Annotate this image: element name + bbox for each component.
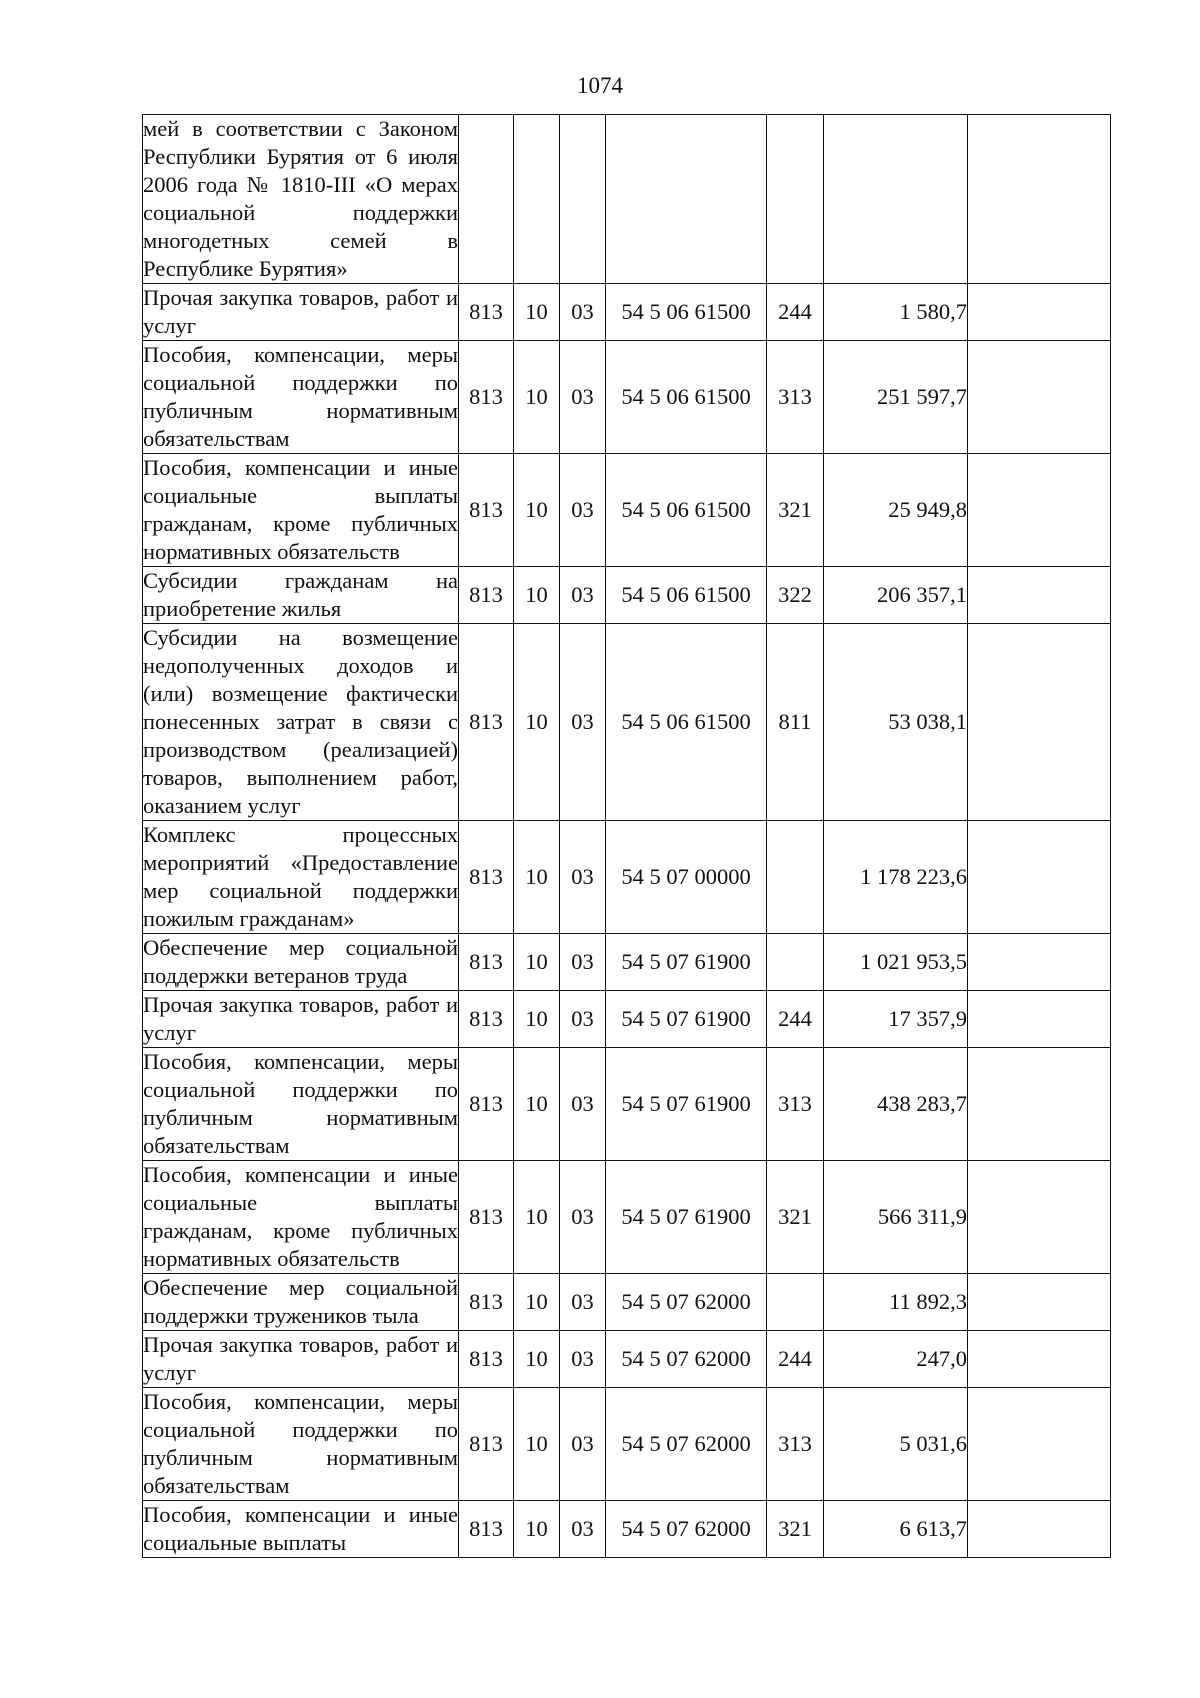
cell-extra <box>968 991 1111 1048</box>
budget-table <box>142 114 1111 1558</box>
cell-subsection-code: 03 <box>560 284 606 341</box>
cell-target-article: 54 5 07 62000 <box>606 1388 767 1501</box>
table-row <box>143 341 1111 454</box>
cell-expense-type <box>767 934 824 991</box>
cell-target-article: 54 5 07 61900 <box>606 1048 767 1161</box>
cell-amount: 206 357,1 <box>824 567 968 624</box>
cell-subsection-code: 03 <box>560 1388 606 1501</box>
cell-ministry-code: 813 <box>459 1161 514 1274</box>
cell-description: Обеспечение мер социальной поддержки тружеников тыла <box>143 1274 459 1331</box>
table-row <box>143 454 1111 567</box>
cell-section-code: 10 <box>514 454 560 567</box>
cell-description: Прочая закупка товаров, работ и услуг <box>143 991 459 1048</box>
cell-description: мей в соответствии с Законом Республики Бурятия от 6 июля 2006 года № 1810-III «О мерах социальной поддержки многодетных семей в Республике Бурятия» <box>143 115 459 284</box>
cell-description: Пособия, компенсации, меры социальной поддержки по публичным нормативным обязательствам <box>143 341 459 454</box>
table-row <box>143 991 1111 1048</box>
cell-amount: 17 357,9 <box>824 991 968 1048</box>
cell-section-code: 10 <box>514 1048 560 1161</box>
cell-target-article: 54 5 06 61500 <box>606 284 767 341</box>
cell-description: Субсидии гражданам на приобретение жилья <box>143 567 459 624</box>
cell-target-article: 54 5 07 61900 <box>606 991 767 1048</box>
cell-target-article: 54 5 07 00000 <box>606 821 767 934</box>
table-body <box>143 115 1111 1558</box>
cell-extra <box>968 567 1111 624</box>
cell-expense-type <box>767 1274 824 1331</box>
cell-amount: 25 949,8 <box>824 454 968 567</box>
cell-extra <box>968 624 1111 821</box>
cell-description: Пособия, компенсации и иные социальные выплаты гражданам, кроме публичных нормативных обязательств <box>143 454 459 567</box>
cell-description: Пособия, компенсации и иные социальные выплаты <box>143 1501 459 1558</box>
cell-extra <box>968 1501 1111 1558</box>
cell-description: Пособия, компенсации, меры социальной поддержки по публичным нормативным обязательствам <box>143 1388 459 1501</box>
cell-target-article <box>606 115 767 284</box>
cell-expense-type <box>767 115 824 284</box>
cell-expense-type: 322 <box>767 567 824 624</box>
cell-subsection-code: 03 <box>560 991 606 1048</box>
cell-amount: 53 038,1 <box>824 624 968 821</box>
cell-expense-type: 321 <box>767 1501 824 1558</box>
cell-ministry-code: 813 <box>459 624 514 821</box>
cell-subsection-code: 03 <box>560 1161 606 1274</box>
cell-subsection-code: 03 <box>560 821 606 934</box>
table-row <box>143 1274 1111 1331</box>
cell-section-code: 10 <box>514 821 560 934</box>
cell-section-code: 10 <box>514 1331 560 1388</box>
table-row <box>143 1331 1111 1388</box>
cell-target-article: 54 5 07 61900 <box>606 1161 767 1274</box>
cell-ministry-code: 813 <box>459 821 514 934</box>
cell-expense-type: 313 <box>767 1048 824 1161</box>
cell-target-article: 54 5 07 61900 <box>606 934 767 991</box>
cell-amount <box>824 115 968 284</box>
table-row <box>143 567 1111 624</box>
table-row <box>143 821 1111 934</box>
cell-expense-type <box>767 821 824 934</box>
cell-target-article: 54 5 07 62000 <box>606 1501 767 1558</box>
cell-extra <box>968 934 1111 991</box>
cell-amount: 1 178 223,6 <box>824 821 968 934</box>
cell-subsection-code: 03 <box>560 1048 606 1161</box>
cell-ministry-code: 813 <box>459 1501 514 1558</box>
cell-amount: 1 021 953,5 <box>824 934 968 991</box>
cell-expense-type: 313 <box>767 341 824 454</box>
cell-section-code: 10 <box>514 1161 560 1274</box>
cell-section-code: 10 <box>514 991 560 1048</box>
cell-section-code <box>514 115 560 284</box>
cell-ministry-code: 813 <box>459 1274 514 1331</box>
cell-target-article: 54 5 06 61500 <box>606 567 767 624</box>
cell-description: Субсидии на возмещение недополученных доходов и (или) возмещение фактически понесенных затрат в связи с производством (реализацией) товаров, выполнением работ, оказанием услуг <box>143 624 459 821</box>
cell-amount: 6 613,7 <box>824 1501 968 1558</box>
cell-description: Обеспечение мер социальной поддержки ветеранов труда <box>143 934 459 991</box>
cell-expense-type: 244 <box>767 991 824 1048</box>
cell-ministry-code: 813 <box>459 934 514 991</box>
cell-expense-type: 321 <box>767 454 824 567</box>
cell-extra <box>968 454 1111 567</box>
cell-description: Прочая закупка товаров, работ и услуг <box>143 284 459 341</box>
cell-description: Пособия, компенсации и иные социальные выплаты гражданам, кроме публичных нормативных обязательств <box>143 1161 459 1274</box>
cell-target-article: 54 5 06 61500 <box>606 454 767 567</box>
table-row <box>143 284 1111 341</box>
cell-section-code: 10 <box>514 284 560 341</box>
cell-subsection-code: 03 <box>560 454 606 567</box>
cell-amount: 247,0 <box>824 1331 968 1388</box>
table-row <box>143 115 1111 284</box>
cell-ministry-code: 813 <box>459 991 514 1048</box>
cell-amount: 5 031,6 <box>824 1388 968 1501</box>
cell-ministry-code: 813 <box>459 1048 514 1161</box>
cell-subsection-code: 03 <box>560 624 606 821</box>
cell-extra <box>968 284 1111 341</box>
cell-subsection-code: 03 <box>560 1331 606 1388</box>
cell-amount: 438 283,7 <box>824 1048 968 1161</box>
cell-expense-type: 244 <box>767 1331 824 1388</box>
page-number: 1074 <box>577 73 623 98</box>
cell-target-article: 54 5 06 61500 <box>606 624 767 821</box>
cell-ministry-code: 813 <box>459 1388 514 1501</box>
cell-expense-type: 313 <box>767 1388 824 1501</box>
cell-description: Комплекс процессных мероприятий «Предоставление мер социальной поддержки пожилым гражданам» <box>143 821 459 934</box>
cell-extra <box>968 341 1111 454</box>
cell-subsection-code: 03 <box>560 341 606 454</box>
cell-ministry-code: 813 <box>459 454 514 567</box>
table-row <box>143 1388 1111 1501</box>
cell-subsection-code: 03 <box>560 567 606 624</box>
cell-section-code: 10 <box>514 1274 560 1331</box>
cell-ministry-code: 813 <box>459 284 514 341</box>
cell-section-code: 10 <box>514 1388 560 1501</box>
cell-extra <box>968 1388 1111 1501</box>
cell-amount: 566 311,9 <box>824 1161 968 1274</box>
cell-subsection-code: 03 <box>560 1501 606 1558</box>
cell-extra <box>968 1331 1111 1388</box>
table-row <box>143 934 1111 991</box>
cell-expense-type: 321 <box>767 1161 824 1274</box>
cell-expense-type: 811 <box>767 624 824 821</box>
cell-ministry-code: 813 <box>459 341 514 454</box>
cell-description: Прочая закупка товаров, работ и услуг <box>143 1331 459 1388</box>
cell-target-article: 54 5 07 62000 <box>606 1274 767 1331</box>
table-row <box>143 624 1111 821</box>
cell-ministry-code: 813 <box>459 567 514 624</box>
cell-subsection-code: 03 <box>560 934 606 991</box>
cell-section-code: 10 <box>514 934 560 991</box>
cell-target-article: 54 5 06 61500 <box>606 341 767 454</box>
cell-amount: 1 580,7 <box>824 284 968 341</box>
table-row <box>143 1501 1111 1558</box>
cell-ministry-code: 813 <box>459 1331 514 1388</box>
cell-section-code: 10 <box>514 567 560 624</box>
cell-amount: 11 892,3 <box>824 1274 968 1331</box>
cell-section-code: 10 <box>514 341 560 454</box>
cell-extra <box>968 821 1111 934</box>
cell-expense-type: 244 <box>767 284 824 341</box>
table-row <box>143 1161 1111 1274</box>
cell-target-article: 54 5 07 62000 <box>606 1331 767 1388</box>
cell-extra <box>968 1161 1111 1274</box>
cell-section-code: 10 <box>514 1501 560 1558</box>
cell-extra <box>968 1274 1111 1331</box>
cell-amount: 251 597,7 <box>824 341 968 454</box>
cell-description: Пособия, компенсации, меры социальной поддержки по публичным нормативным обязательствам <box>143 1048 459 1161</box>
cell-subsection-code <box>560 115 606 284</box>
cell-extra <box>968 115 1111 284</box>
cell-section-code: 10 <box>514 624 560 821</box>
cell-ministry-code <box>459 115 514 284</box>
table-row <box>143 1048 1111 1161</box>
cell-subsection-code: 03 <box>560 1274 606 1331</box>
cell-extra <box>968 1048 1111 1161</box>
